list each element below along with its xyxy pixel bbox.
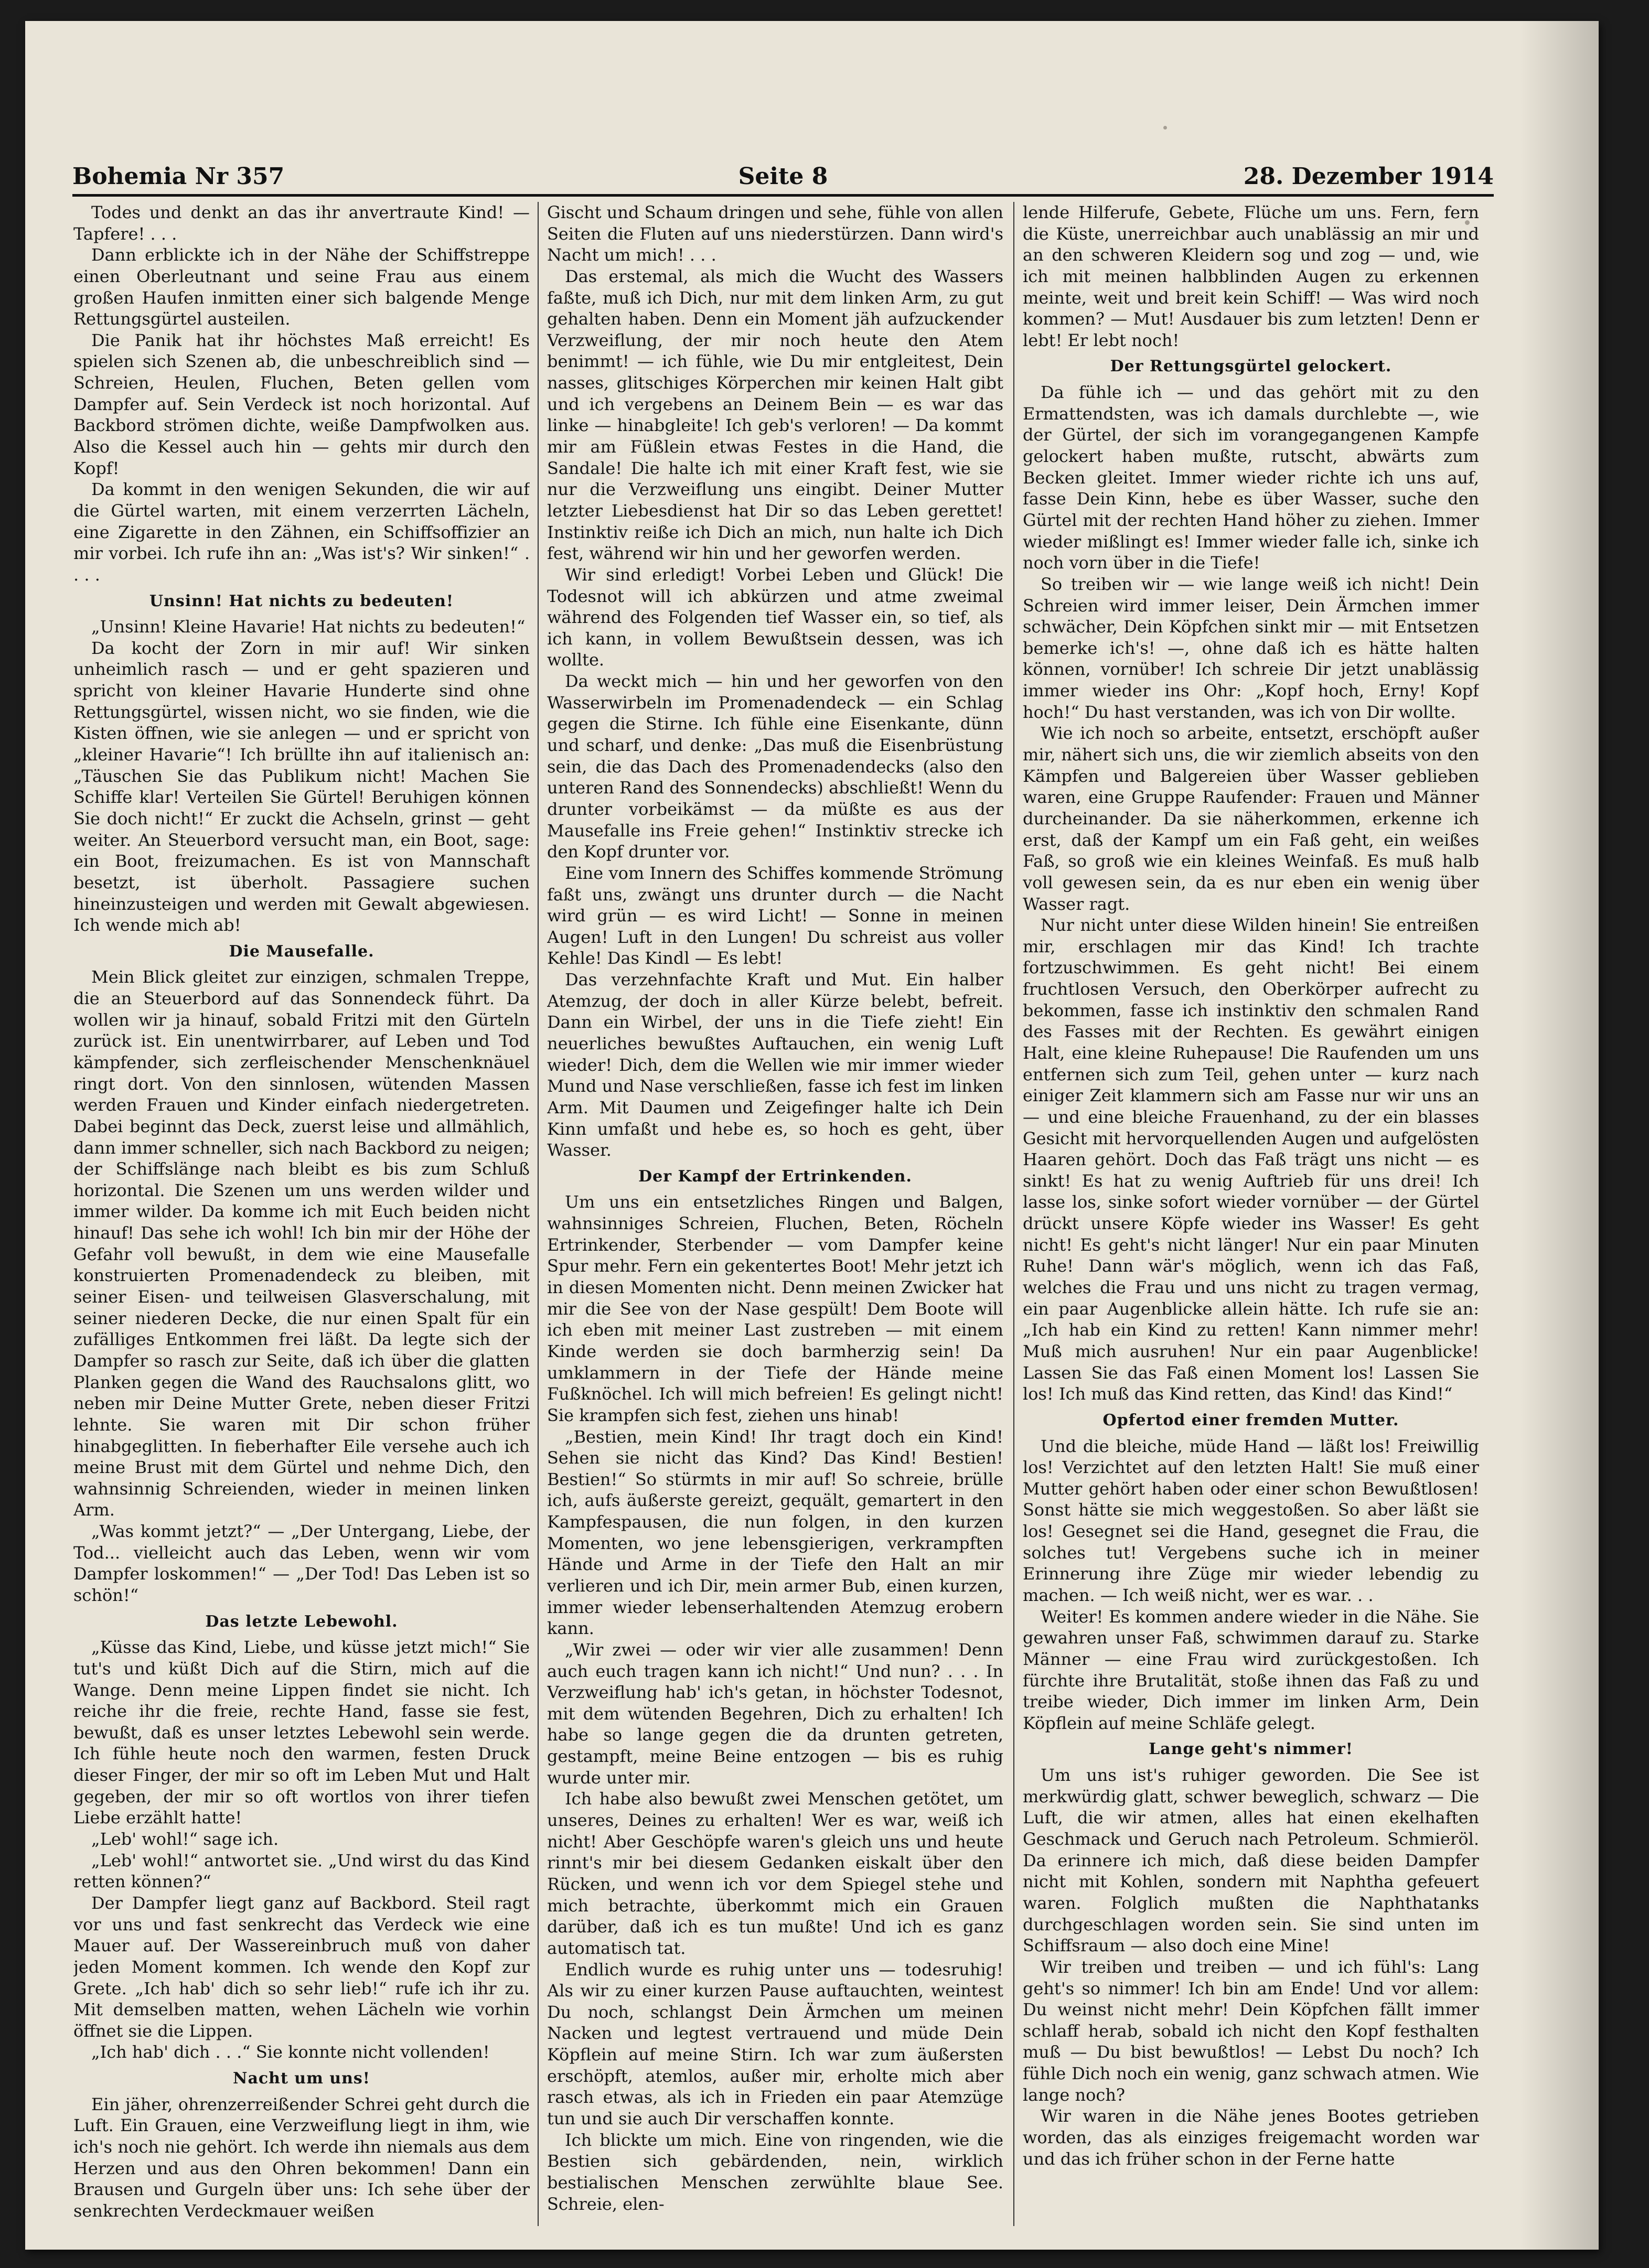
article-paragraph: Ein jäher, ohrenzerreißender Schrei geht durch die Luft. Ein Grauen, eine Verzweiflung liegt in ihm, wie ich's noch nie gehört. Ich werde ihn niemals aus dem Herzen und aus den Ohren bekommen! Dann ein Brausen und Gurgeln über uns: Ich sehe über der senkrechten Verdeckmauer weißen [73,2094,530,2221]
article-paragraph: Nur nicht unter diese Wilden hinein! Sie entreißen mir, erschlagen mir das Kind! Ich trachte fortzuschwimmen. Es geht nicht! Bei einem fruchtlosen Versuch, den Oberkörper aufrecht zu bekommen, fasse ich instinktiv den schmalen Rand des Fasses mit der Rechten. Es gewährt einigen Halt, eine kleine Ruhepause! Die Raufenden um uns entfernen sich zum Teil, gehen unter — kurz nach einiger Zeit klammern sich am Fasse nur wir uns an — und eine bleiche Frauenhand, zu der ein blasses Gesicht mit hervorquellenden Augen und aufgelösten Haaren gehört. Doch das Faß trägt uns nicht — es sinkt! Es hat zu wenig Auftrieb für uns drei! Ich lasse los, sinke sofort wieder vornüber — der Gürtel drückt unsere Köpfe wieder ins Wasser! Es geht nicht! Es geht's nicht länger! Nur ein paar Minuten Ruhe! Dann wär's möglich, wenn ich das Faß, welches die Frau und uns nicht zu tragen vermag, ein paar Augenblicke allein hätte. Ich rufe sie an: „Ich hab ein Kind zu retten! Kann nimmer mehr! Muß mich ausruhen! Nur ein paar Augenblicke! Lassen Sie das Faß einen Moment los! Lassen Sie los! Ich muß das Kind retten, das Kind! das Kind!“ [1023,915,1479,1404]
section-heading: Der Rettungsgürtel gelockert. [1110,357,1392,376]
article-paragraph: Dann erblickte ich in der Nähe der Schiffstreppe einen Oberleutnant und seine Frau aus einem großen Haufen inmitten einer sich balgende Menge Rettungsgürtel austeilen. [73,245,530,329]
article-paragraph: Eine vom Innern des Schiffes kommende Strömung faßt uns, zwängt uns drunter durch — die Nacht wird grün — es wird Licht! — Sonne in meinen Augen! Luft in den Lungen! Du schreist aus voller Kehle! Das Kindl — Es lebt! [547,863,1003,969]
article-paragraph: Und die bleiche, müde Hand — läßt los! Freiwillig los! Verzichtet auf den letzten Halt! Sie muß einer Mutter gehört haben oder einer schon Bewußtlosen! Sonst hätte sie mich weggestoßen. So aber läßt sie los! Gesegnet sei die Hand, gesegnet die Frau, die solches tut! Vergebens suche ich in meiner Erinnerung ihre Züge mir wieder lebendig zu machen. — Ich weiß nicht, wer es war. . . [1023,1436,1479,1605]
text-column-2 [547,202,1003,2226]
article-paragraph: „Unsinn! Kleine Havarie! Hat nichts zu bedeuten!“ [91,617,526,637]
text-column-3 [1023,202,1479,2226]
section-heading: Der Kampf der Ertrinkenden. [638,1167,912,1186]
article-paragraph: Mein Blick gleitet zur einzigen, schmalen Treppe, die an Steuerbord auf das Sonnendeck führt. Da wollen wir ja hinauf, sobald Fritzi mit den Gürteln zurück ist. Ein unentwirrbarer, auf Leben und Tod kämpfender, sich zerfleischender Menschenknäuel ringt dort. Von den sinnlosen, wütenden Massen werden Frauen und Kinder einfach niedergetreten. Dabei beginnt das Deck, zuerst leise und allmählich, dann immer schneller, sich nach Backbord zu neigen; der Schiffslänge nach bleibt es bis zum Schluß horizontal. Die Szenen um uns werden wilder und immer wilder. Da komme ich mit Euch beiden nicht hinauf! Das sehe ich wohl! Ich bin mir der Höhe der Gefahr voll bewußt, in dem wie eine Mausefalle konstruierten Promenadendeck zu bleiben, mit seiner Eisen- und teilweisen Glasverschalung, mit seiner niederen Decke, die nur einen Spalt für ein zufälliges Entkommen frei läßt. Da legte sich der Dampfer so rasch zur Seite, daß ich über die glatten Planken gegen die Wand des Rauchsalons glitt, wo neben mir Deine Mutter Grete, neben dieser Fritzi lehnte. Sie waren mit Dir schon früher hinabgeglitten. In fieberhafter Eile versehe auch ich meine Brust mit dem Gürtel und nehme Dich, den wahnsinnig Schreienden, wieder in meinen linken Arm. [73,967,530,1520]
issue-date: 28. Dezember 1914 [1243,163,1494,190]
column-divider [538,202,539,2226]
section-heading: Unsinn! Hat nichts zu bedeuten! [149,592,454,610]
article-paragraph: Da weckt mich — hin und her geworfen von den Wasserwirbeln im Promenadendeck — ein Schlag gegen die Stirne. Ich fühle eine Eisenkante, dünn und scharf, und denke: „Das muß die Eisenbrüstung sein, die das Dach des Promenadendecks (also den unteren Rand des Sonnendecks) abschließt! Wenn du drunter vorbeikämst — da müßte es aus der Mausefalle ins Freie gehen!“ Instinktiv strecke ich den Kopf drunter vor. [547,671,1003,862]
section-heading: Das letzte Lebewohl. [205,1612,398,1631]
page-header [72,147,1494,197]
article-paragraph: Wie ich noch so arbeite, entsetzt, erschöpft außer mir, nähert sich uns, die wir ziemlich abseits von den Kämpfen und Balgereien über Wasser geblieben waren, eine Gruppe Raufender: Frauen und Männer durcheinander. Da sie näherkommen, erkenne ich erst, daß der Kampf um ein Faß geht, ein weißes Faß, so groß wie ein kleines Weinfaß. Es muß halb voll gewesen sein, da es nur eben ein wenig über Wasser ragt. [1023,723,1479,914]
article-paragraph: Da fühle ich — und das gehört mit zu den Ermattendsten, was ich damals durchlebte —, wie der Gürtel, der sich im vorangegangenen Kampfe gelockert haben mußte, rutscht, abwärts zum Becken gleitet. Immer wieder richte ich uns auf, fasse Dein Kinn, hebe es über Wasser, suche den Gürtel mit der rechten Hand höher zu ziehen. Immer wieder mißlingt es! Immer wieder falle ich, sinke ich noch vorn über in die Tiefe! [1023,382,1479,573]
article-paragraph: Der Dampfer liegt ganz auf Backbord. Steil ragt vor uns und fast senkrecht das Verdeck wie eine Mauer auf. Der Wassereinbruch muß von daher jeden Moment kommen. Ich wende den Kopf zur Grete. „Ich hab' dich so sehr lieb!“ rufe ich ihr zu. Mit demselben matten, wehen Lächeln wie vorhin öffnet sie die Lippen. [73,1893,530,2041]
ink-spot [1465,220,1470,225]
article-paragraph: Um uns ist's ruhiger geworden. Die See ist merkwürdig glatt, schwer beweglich, schwarz — Die Luft, die wir atmen, alles hat einen ekelhaften Geschmack und Geruch nach Petroleum. Schmieröl. Da erinnere ich mich, daß diese beiden Dampfer nicht mit Kohlen, sondern mit Naphtha gefeuert waren. Folglich mußten die Naphthatanks durchgeschlagen worden sein. Sie sind unten im Schiffsraum — also doch eine Mine! [1023,1765,1479,1956]
article-paragraph: Wir waren in die Nähe jenes Bootes getrieben worden, das als einziges freigemacht worden war und das ich früher schon in der Ferne hatte [1023,2106,1479,2169]
article-paragraph: Das erstemal, als mich die Wucht des Wassers faßte, muß ich Dich, nur mit dem linken Arm, zu gut gehalten haben. Denn ein Moment jäh aufzuckender Verzweiflung, der mir noch heute den Atem benimmt! — ich fühle, wie Du mir entgleitest, Dein nasses, glitschiges Körperchen mir keinen Halt gibt und ich vergebens an Deinem Bein — es war das linke — hinabgleite! Ich geb's verloren! — Da kommt mir am Füßlein etwas Festes in die Hand, die Sandale! Die halte ich mit einer Kraft fest, wie sie nur die Verzweiflung uns eingibt. Deiner Mutter letzter Liebesdienst hat Dir so das Leben gerettet! Instinktiv reiße ich Dich an mich, nun halte ich Dich fest, während wir hin und her geworfen werden. [547,266,1003,564]
section-heading: Die Mausefalle. [229,942,374,961]
article-paragraph: So treiben wir — wie lange weiß ich nicht! Dein Schreien wird immer leiser, Dein Ärmchen immer schwächer, Dein Köpfchen sinkt mir — mit Entsetzen bemerke ich's! —, ohne daß ich es hätte halten können, vornüber! Ich schreie Dir jetzt unablässig immer wieder ins Ohr: „Kopf hoch, Erny! Kopf hoch!“ Du hast verstanden, was ich von Dir wollte. [1023,574,1479,722]
article-paragraph: Da kommt in den wenigen Sekunden, die wir auf die Gürtel warten, mit einem verzerrten Lächeln, eine Zigarette in den Zähnen, ein Schiffsoffizier an mir vorbei. Ich rufe ihn an: „Was ist's? Wir sinken!“ . . . . [73,479,530,585]
issue-number: Bohemia Nr 357 [72,163,285,190]
section-heading: Lange geht's nimmer! [1149,1740,1353,1759]
column-divider [1013,202,1014,2226]
article-paragraph: Endlich wurde es ruhig unter uns — todesruhig! Als wir zu einer kurzen Pause auftauchten, weintest Du noch, schlangst Dein Ärmchen um meinen Nacken und legtest vertrauend und müde Dein Köpflein auf meine Stirn. Ich war zum äußersten erschöpft, atemlos, außer mir, erholte mich aber rasch etwas, als ich in Frieden ein paar Atemzüge tun und sie auch Dir verschaffen konnte. [547,1959,1003,2129]
article-paragraph: Todes und denkt an das ihr anvertraute Kind! — Tapfere! . . . [73,202,530,244]
section-heading: Nacht um uns! [233,2069,370,2088]
article-paragraph: „Leb' wohl!“ sage ich. [91,1829,279,1850]
article-paragraph: „Was kommt jetzt?“ — „Der Untergang, Liebe, der Tod... vielleicht auch das Leben, wenn wir vom Dampfer loskommen!“ — „Der Tod! Das Leben ist so schön!“ [73,1521,530,1605]
article-paragraph: Wir treiben und treiben — und ich fühl's: Lang geht's so nimmer! Ich bin am Ende! Und vor allem: Du weinst nicht mehr! Dein Köpfchen fällt immer schlaff herab, sobald ich nicht den Kopf festhalten muß — Du bist bewußtlos! — Lebst Du noch? Ich fühle Dich noch ein wenig, ganz schwach atmen. Wie lange noch? [1023,1957,1479,2105]
article-paragraph: „Leb' wohl!“ antwortet sie. „Und wirst du das Kind retten können?“ [73,1850,530,1892]
page-edge-shadow [1520,21,1599,2250]
article-paragraph: „Ich hab' dich . . .“ Sie konnte nicht vollenden! [91,2042,490,2062]
newspaper-page [25,21,1599,2250]
article-paragraph: „Wir zwei — oder wir vier alle zusammen! Denn auch euch tragen kann ich nicht!“ Und nun? . . . In Verzweiflung hab' ich's getan, in höchster Todesnot, mit dem wütenden Begehren, Dich zu erhalten! Ich habe so lange gegen die da drunten getreten, gestampft, meine Beine entzogen — bis es ruhig wurde unter mir. [547,1639,1003,1788]
article-paragraph: Um uns ein entsetzliches Ringen und Balgen, wahnsinniges Schreien, Fluchen, Beten, Röcheln Ertrinkender, Sterbender — vom Dampfer keine Spur mehr. Fern ein gekentertes Boot! Mehr jetzt ich in diesen Momenten nicht. Denn meinen Zwicker hat mir die See von der Nase gespült! Dem Boote will ich eben mit meiner Last zustreben — mit einem Kinde werden sie doch barmherzig sein! Da umklammern in der Tiefe der Hände meine Fußknöchel. Ich will mich befreien! Es gelingt nicht! Sie krampfen sich fest, ziehen uns hinab! [547,1192,1003,1425]
page-number: Seite 8 [738,163,828,190]
article-paragraph: „Bestien, mein Kind! Ihr tragt doch ein Kind! Sehen sie nicht das Kind? Das Kind! Bestien! Bestien!“ So stürmts in mir auf! So schreie, brülle ich, aufs äußerste gereizt, gequält, gemartert in den Kampfespausen, die nun folgen, in den kurzen Momenten, wo jene lebensgierigen, verkrampften Hände und Arme in der Tiefe den Halt an mir verlieren und ich Dir, mein armer Bub, einen kurzen, immer wieder lebenserhaltenden Atemzug erobern kann. [547,1426,1003,1639]
article-paragraph: Weiter! Es kommen andere wieder in die Nähe. Sie gewahren unser Faß, schwimmen darauf zu. Starke Männer — eine Frau wird zurückgestoßen. Ich fürchte ihre Brutalität, stoße ihnen das Faß zu und treibe wieder, Dich immer im linken Arm, Dein Köpflein auf meine Schläfe gelegt. [1023,1606,1479,1733]
article-paragraph: Gischt und Schaum dringen und sehe, fühle von allen Seiten die Fluten auf uns niederstürzen. Dann wird's Nacht um mich! . . . [547,202,1003,265]
article-paragraph: Das verzehnfachte Kraft und Mut. Ein halber Atemzug, der doch in aller Kürze belebt, befreit. Dann ein Wirbel, der uns in die Tiefe zieht! Ein neuerliches bewußtes Auftauchen, ein wenig Luft wieder! Dich, dem die Wellen wie mir immer wieder Mund und Nase verschließen, fasse ich fest im linken Arm. Mit Daumen und Zeigefinger halte ich Dein Kinn umfaßt und hebe es, so hoch es geht, über Wasser. [547,970,1003,1160]
article-paragraph: Ich blickte um mich. Eine von ringenden, wie die Bestien sich gebärdenden, nein, wirklich bestialischen Menschen zerwühlte blaue See. Schreie, elen- [547,2130,1003,2214]
article-paragraph: Da kocht der Zorn in mir auf! Wir sinken unheimlich rasch — und er geht spazieren und spricht von kleiner Havarie Hunderte sind ohne Rettungsgürtel, wissen nicht, wo sie finden, wie die Kisten öffnen, wie sie anlegen — und er spricht von „kleiner Havarie“! Ich brüllte ihn auf italienisch an: „Täuschen Sie das Publikum nicht! Machen Sie Schiffe klar! Verteilen Sie Gürtel! Beruhigen können Sie doch nicht!“ Er zuckt die Achseln, grinst — geht weiter. An Steuerbord versucht man, ein Boot, sage: ein Boot, freizumachen. Es ist von Mannschaft besetzt, ist überholt. Passagiere suchen hineinzusteigen und werden mit Gewalt abgewiesen. Ich wende mich ab! [73,638,530,936]
text-column-1 [73,202,530,2226]
article-paragraph: lende Hilferufe, Gebete, Flüche um uns. Fern, fern die Küste, unerreichbar auch unablässig an mir und an den schweren Kleidern sog und zog — und, wie ich mit meinen halbblinden Augen zu erkennen meinte, weit und breit kein Schiff! — Was wird noch kommen? — Mut! Ausdauer bis zum letzten! Denn er lebt! Er lebt noch! [1023,202,1479,350]
article-paragraph: Die Panik hat ihr höchstes Maß erreicht! Es spielen sich Szenen ab, die unbeschreiblich sind — Schreien, Heulen, Fluchen, Beten gellen vom Dampfer auf. Sein Verdeck ist noch horizontal. Auf Backbord strömen dichte, weiße Dampfwolken aus. Also die Kessel auch hin — gehts mir durch den Kopf! [73,330,530,478]
article-paragraph: Ich habe also bewußt zwei Menschen getötet, um unseres, Deines zu erhalten! Wer es war, weiß ich nicht! Aber Geschöpfe waren's gleich uns und heute rinnt's mir bei diesem Gedanken eiskalt über den Rücken, und wenn ich vor dem Spiegel stehe und mich betrachte, überkommt mich ein Grauen darüber, daß ich es tun mußte! Und ich es ganz automatisch tat. [547,1789,1003,1958]
article-paragraph: Wir sind erledigt! Vorbei Leben und Glück! Die Todesnot will ich abkürzen und atme zweimal während des Folgenden tief Wasser ein, so tief, als ich kann, in vollem Bewußtsein dessen, was ich wollte. [547,564,1003,670]
section-heading: Opfertod einer fremden Mutter. [1102,1411,1399,1429]
ink-spot [1163,126,1167,130]
article-paragraph: „Küsse das Kind, Liebe, und küsse jetzt mich!“ Sie tut's und küßt Dich auf die Stirn, mich auf die Wange. Denn meine Lippen findet sie nicht. Ich reiche ihr die freie, rechte Hand, fasse sie fest, bewußt, daß es unser letztes Lebewohl sein werde. Ich fühle heute noch den warmen, festen Druck dieser Finger, der mir so oft im Leben Mut und Halt gegeben, der mir so oft wortlos von ihrer tiefen Liebe erzählt hatte! [73,1637,530,1828]
